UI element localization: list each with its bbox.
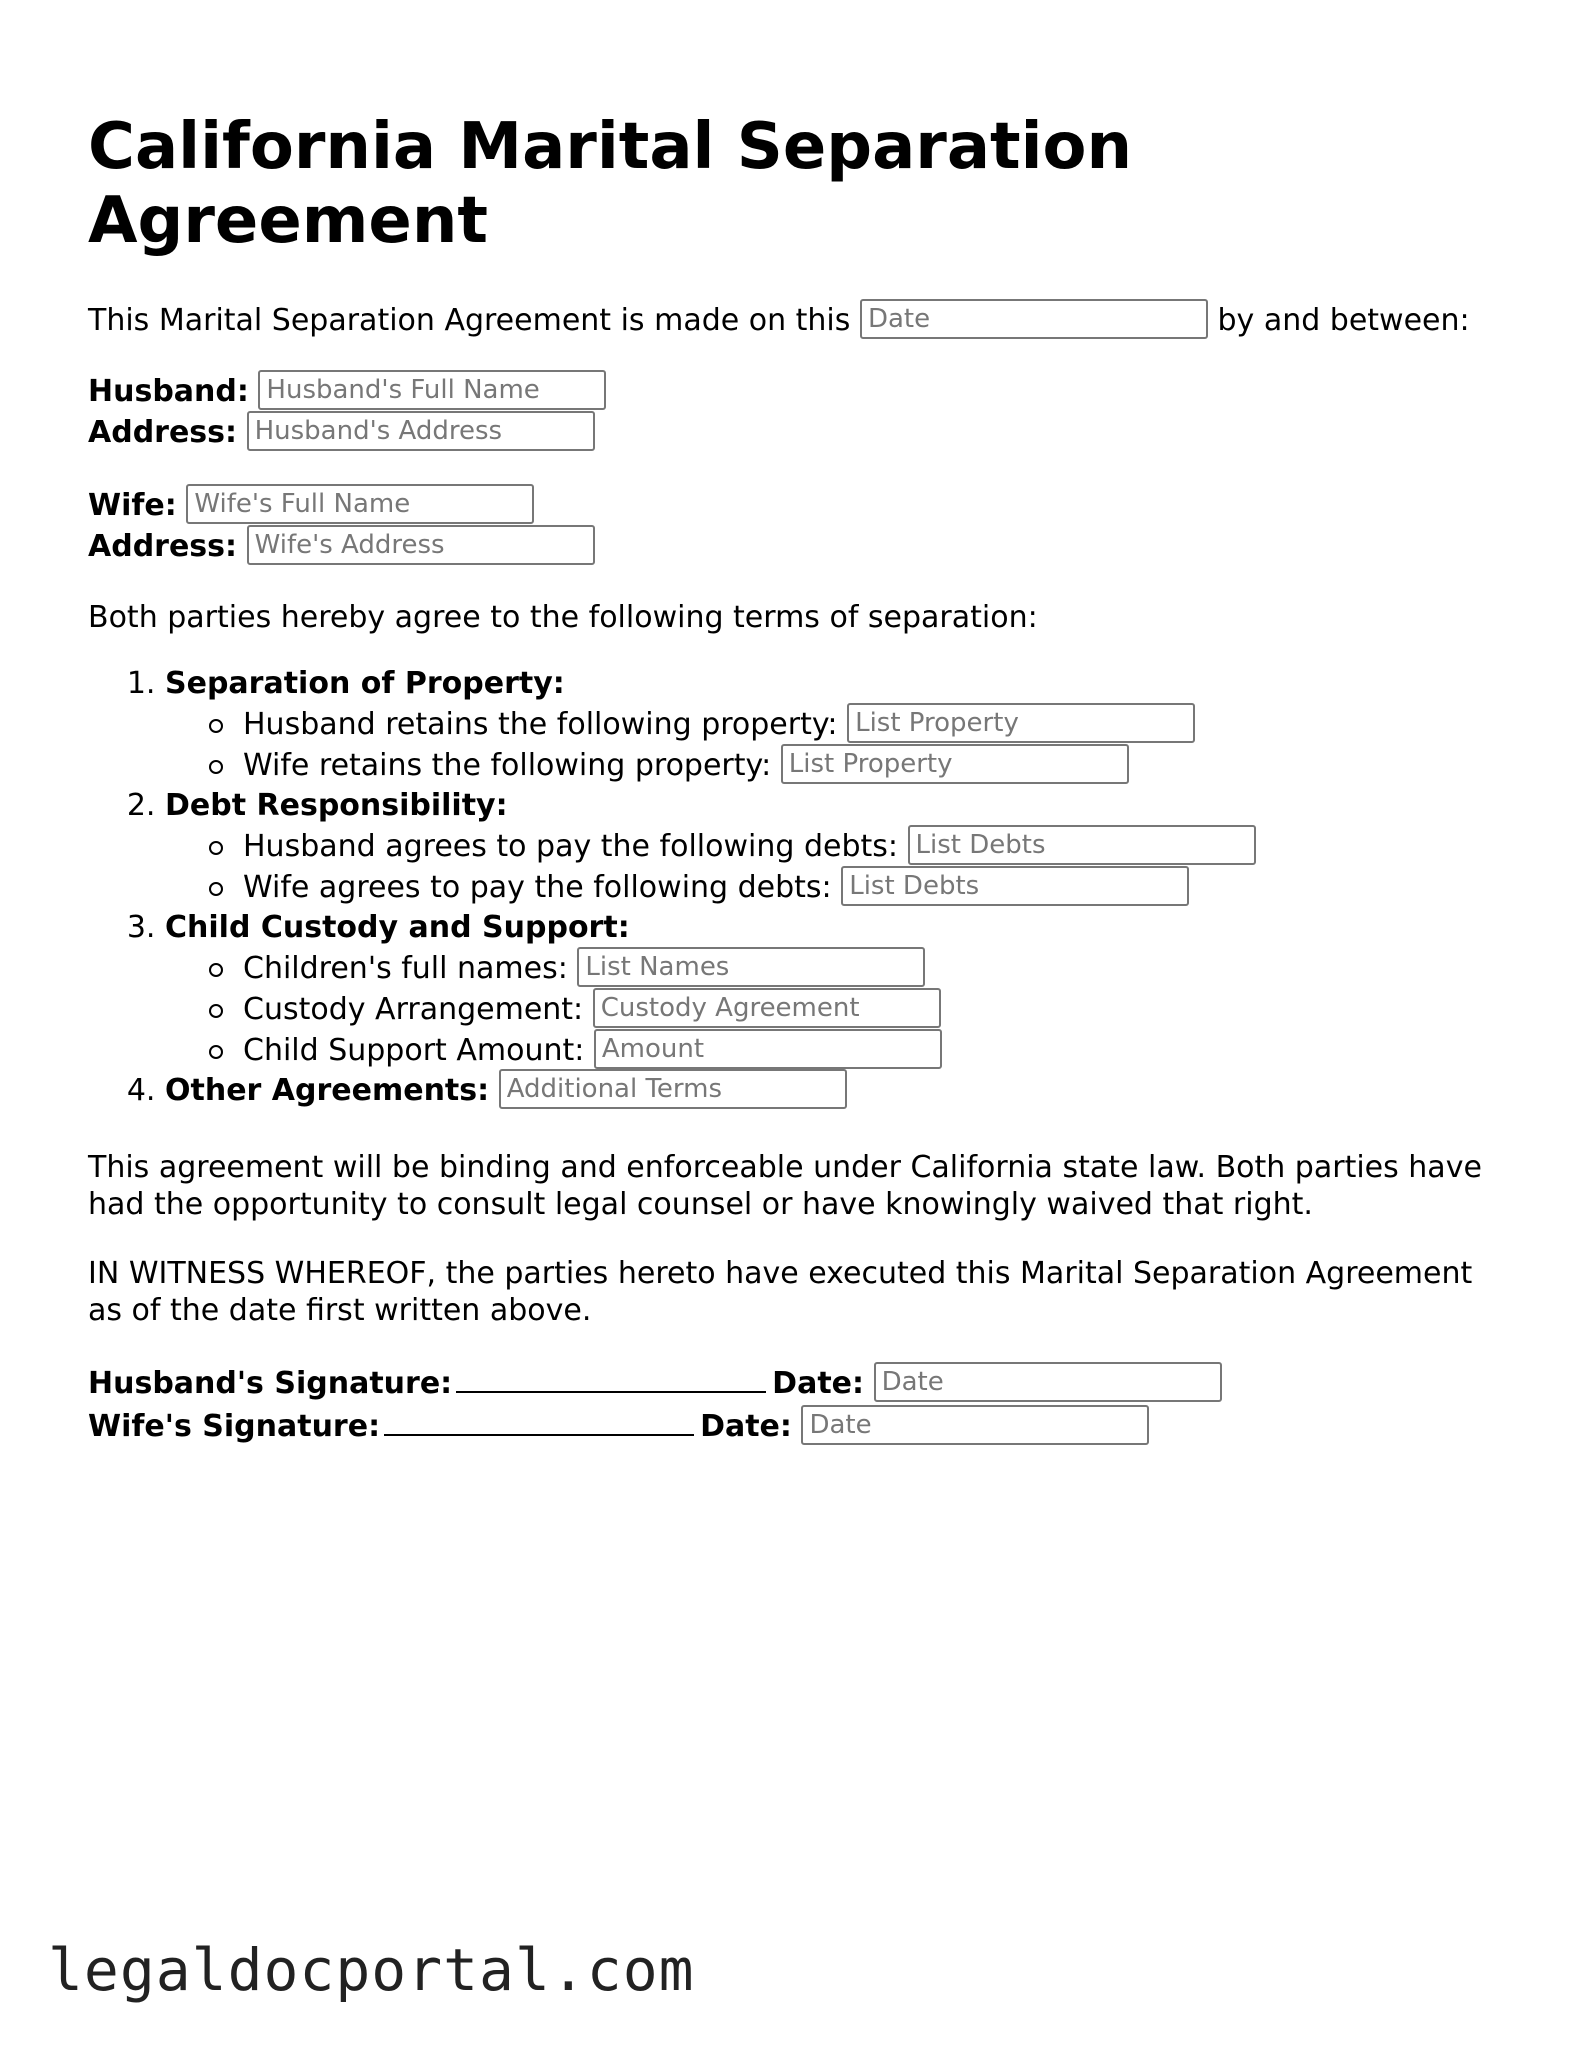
other-heading: Other Agreements: [165, 1073, 490, 1108]
husband-debt-item [243, 826, 1508, 867]
wife-block [88, 485, 1508, 567]
wife-signature-blank[interactable] [384, 1404, 694, 1436]
debt-heading: Debt Responsibility: [165, 788, 508, 823]
husband-date-input[interactable] [874, 1362, 1222, 1402]
page-title: California Marital Separation Agreement [88, 110, 1133, 258]
wife-property-input[interactable] [781, 744, 1129, 784]
binding-paragraph: This agreement will be binding and enforceable under California state law. Both parties have had the opportunity to consult legal counsel or have knowingly waived that right. [88, 1150, 1482, 1222]
witness-paragraph: IN WITNESS WHEREOF, the parties hereto have executed this Marital Separation Agreement as of the date first written above. [88, 1256, 1473, 1328]
footer-brand: legaldocportal.com [48, 1936, 695, 2004]
wife-name-input[interactable] [186, 484, 534, 524]
wife-label: Wife: [88, 488, 177, 523]
wife-debt-input[interactable] [841, 866, 1189, 906]
intro-paragraph [88, 302, 1508, 339]
wife-address-label: Address: [88, 529, 238, 564]
husband-address-input[interactable] [247, 411, 595, 451]
husband-block [88, 371, 1508, 453]
children-names-input[interactable] [577, 947, 925, 987]
term-debt [165, 786, 1508, 908]
husband-property-text: Husband retains the following property: [243, 707, 838, 742]
children-names-item [243, 948, 1508, 989]
term-other [165, 1071, 1508, 1111]
wife-signature-line [88, 1404, 1508, 1447]
term-property [165, 664, 1508, 786]
property-heading: Separation of Property: [165, 666, 565, 701]
husband-signature-label: Husband's Signature: [88, 1366, 453, 1401]
terms-intro: Both parties hereby agree to the following terms of separation: [88, 600, 1038, 635]
custody-arrangement-item [243, 989, 1508, 1030]
intro-text-after: by and between: [1217, 303, 1470, 338]
husband-debt-input[interactable] [908, 825, 1256, 865]
custody-arrangement-input[interactable] [593, 988, 941, 1028]
closing-section [88, 1149, 1508, 1447]
child-support-text: Child Support Amount: [243, 1033, 585, 1068]
wife-debt-text: Wife agrees to pay the following debts: [243, 870, 832, 905]
husband-property-item [243, 704, 1508, 745]
husband-property-input[interactable] [847, 703, 1195, 743]
husband-name-input[interactable] [258, 370, 606, 410]
wife-signature-label: Wife's Signature: [88, 1409, 381, 1444]
other-agreements-input[interactable] [499, 1069, 847, 1109]
husband-date-label: Date: [772, 1366, 865, 1401]
children-names-text: Children's full names: [243, 951, 568, 986]
wife-address-input[interactable] [247, 525, 595, 565]
husband-label: Husband: [88, 374, 249, 409]
husband-signature-blank[interactable] [456, 1361, 766, 1393]
terms-list [88, 664, 1508, 1111]
document-page [88, 110, 1508, 1447]
wife-property-item [243, 745, 1508, 786]
wife-debt-item [243, 867, 1508, 908]
husband-debt-text: Husband agrees to pay the following debts: [243, 829, 898, 864]
custody-heading: Child Custody and Support: [165, 910, 630, 945]
intro-text-before: This Marital Separation Agreement is made on this [88, 303, 851, 338]
term-custody [165, 908, 1508, 1071]
husband-address-label: Address: [88, 415, 238, 450]
child-support-item [243, 1030, 1508, 1071]
agreement-date-input[interactable] [860, 299, 1208, 339]
wife-date-input[interactable] [801, 1405, 1149, 1445]
wife-date-label: Date: [700, 1409, 792, 1444]
husband-signature-line [88, 1361, 1508, 1404]
custody-arrangement-text: Custody Arrangement: [243, 992, 584, 1027]
child-support-input[interactable] [594, 1029, 942, 1069]
wife-property-text: Wife retains the following property: [243, 748, 772, 783]
